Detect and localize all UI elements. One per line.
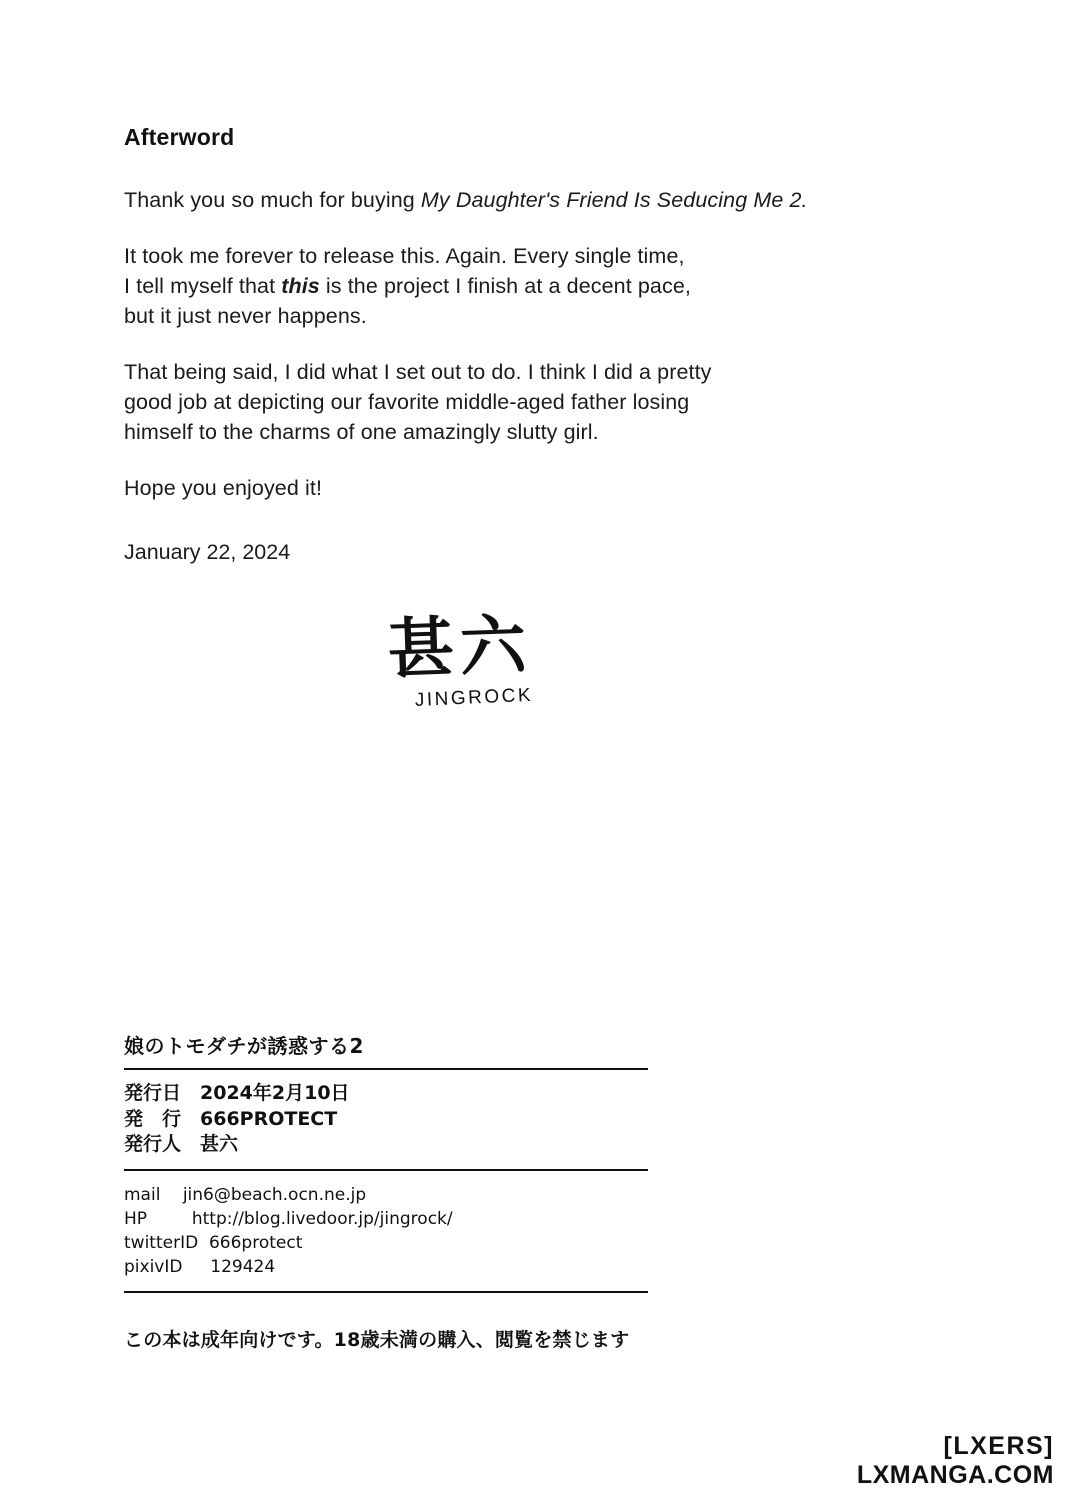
- afterword-paragraph-3: [124, 357, 924, 447]
- signature-romanized: JINGROCK: [414, 684, 534, 711]
- publication-date-row: 発行日 2024年2月10日: [124, 1082, 350, 1104]
- contact-pixiv-row: pixivID 129424: [124, 1256, 276, 1277]
- publication-info: [124, 1081, 654, 1158]
- publisher-row: 発 行 666PROTECT: [124, 1107, 338, 1130]
- p3-line-2: good job at depicting our favorite middle-aged father losing: [124, 390, 690, 414]
- p2-line-2-post: is the project I finish at a decent pace,: [319, 274, 691, 298]
- watermark-site-url: LXMANGA.COM: [856, 1461, 1054, 1489]
- afterword-heading: Afterword: [124, 124, 235, 150]
- colophon-rule-top: [124, 1068, 648, 1070]
- p3-line-3: himself to the charms of one amazingly slutty girl.: [124, 420, 599, 444]
- contact-hp-row: HP http://blog.livedoor.jp/jingrock/: [124, 1208, 453, 1229]
- afterword-paragraph-4: Hope you enjoyed it!: [124, 476, 323, 500]
- book-title-italic: My Daughter's Friend Is Seducing Me 2.: [420, 188, 808, 212]
- contact-mail-row: mail jin6@beach.ocn.ne.jp: [124, 1184, 367, 1205]
- afterword-section: [124, 124, 924, 567]
- afterword-date: January 22, 2024: [124, 540, 291, 564]
- afterword-paragraph-1: [124, 185, 924, 215]
- site-watermark: [857, 1432, 1054, 1490]
- p2-line-2-pre: I tell myself that: [124, 274, 282, 298]
- thanks-text: Thank you so much for buying: [124, 188, 421, 212]
- p2-line-1: It took me forever to release this. Again. Every single time,: [124, 244, 685, 268]
- colophon-section: [124, 1030, 654, 1293]
- colophon-rule-middle: [124, 1169, 648, 1171]
- contact-twitter-row: twitterID 666protect: [124, 1232, 303, 1253]
- afterword-paragraph-2: [124, 241, 924, 331]
- author-signature: [360, 606, 560, 711]
- p3-line-1: That being said, I did what I set out to do. I think I did a pretty: [124, 360, 712, 384]
- colophon-work-title: 娘のトモダチが誘惑する2: [124, 1034, 364, 1058]
- age-restriction-notice: この本は成年向けです。18歳未満の購入、閲覧を禁じます: [124, 1329, 630, 1351]
- signature-kanji: 甚六: [386, 606, 534, 689]
- p2-line-3: but it just never happens.: [124, 304, 367, 328]
- colophon-rule-bottom: [124, 1291, 648, 1293]
- publisher-person-row: 発行人 甚六: [124, 1133, 239, 1155]
- watermark-group-tag: [LXERS]: [943, 1432, 1054, 1460]
- p2-emphasis: this: [281, 274, 320, 298]
- contact-info: [124, 1183, 654, 1279]
